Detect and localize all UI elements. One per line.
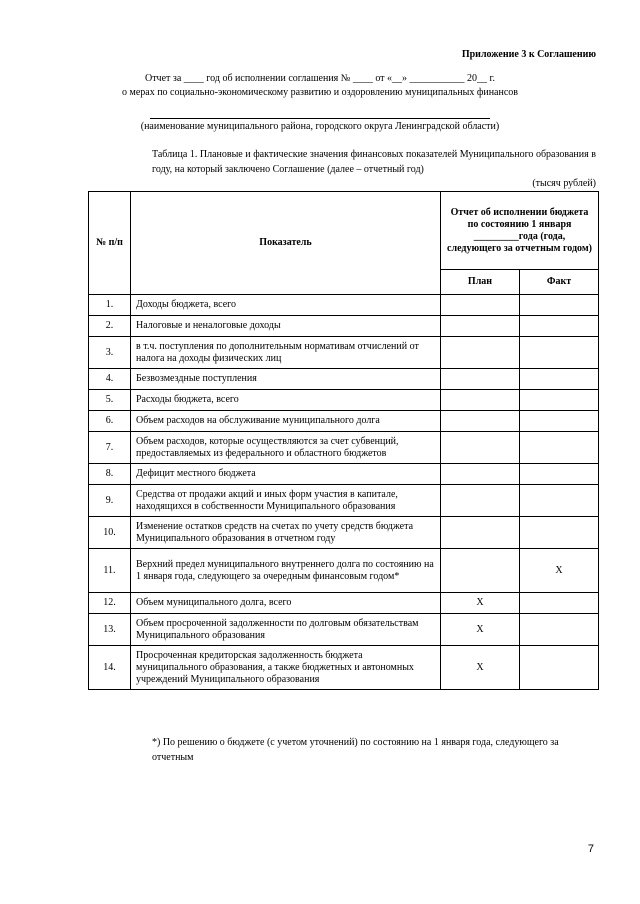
table-row (89, 337, 599, 369)
row-fact-value (520, 369, 599, 390)
row-number: 12. (89, 593, 131, 614)
row-plan-value (441, 517, 520, 549)
row-number: 10. (89, 517, 131, 549)
row-fact-value (520, 517, 599, 549)
row-number: 4. (89, 369, 131, 390)
row-number: 11. (89, 549, 131, 593)
row-fact-value (520, 295, 599, 316)
underline-blank (150, 118, 490, 119)
column-header-plan: План (441, 270, 520, 295)
municipality-caption: (наименование муниципального района, городского округа Ленинградской области) (140, 121, 500, 132)
appendix-label: Приложение 3 к Соглашению (461, 49, 596, 60)
row-plan-value: Х (441, 593, 520, 614)
row-plan-value (441, 464, 520, 485)
row-indicator: Дефицит местного бюджета (131, 464, 441, 485)
table-caption: Таблица 1. Плановые и фактические значения финансовых показателей Муниципального образования в году, на который заключено Соглашение (далее – отчетный год) (152, 149, 596, 175)
row-fact-value (520, 614, 599, 646)
column-header-report: Отчет об исполнении бюджета по состоянию 1 января _________года (года, следующего за отчетным годом) (441, 192, 599, 270)
row-indicator: Просроченная кредиторская задолженность бюджета муниципального образования, а также бюджетных и автономных учреждений Муниципального образования (131, 646, 441, 690)
row-plan-value: Х (441, 614, 520, 646)
row-number: 14. (89, 646, 131, 690)
column-header-num: № п/п (89, 192, 131, 295)
table-row (89, 411, 599, 432)
page-number: 7 (587, 843, 594, 855)
row-plan-value (441, 295, 520, 316)
row-fact-value (520, 390, 599, 411)
table-row (89, 593, 599, 614)
row-plan-value (441, 390, 520, 411)
row-number: 9. (89, 485, 131, 517)
row-number: 6. (89, 411, 131, 432)
table-row (89, 646, 599, 690)
footnote: *) По решению о бюджете (с учетом уточнений) по состоянию на 1 января года, следующего за отчетным (152, 737, 559, 763)
table-body (89, 295, 599, 690)
row-indicator: Объем муниципального долга, всего (131, 593, 441, 614)
row-plan-value (441, 369, 520, 390)
row-indicator: Объем расходов, которые осуществляются за счет субвенций, предоставляемых из федерального и областного бюджетов (131, 432, 441, 464)
table-row (89, 464, 599, 485)
table-row (89, 549, 599, 593)
row-indicator: Налоговые и неналоговые доходы (131, 316, 441, 337)
row-fact-value (520, 593, 599, 614)
row-plan-value (441, 432, 520, 464)
table-row (89, 390, 599, 411)
table-row (89, 316, 599, 337)
row-indicator: Верхний предел муниципального внутреннего долга по состоянию на 1 января года, следующего за очередным финансовым годом* (131, 549, 441, 593)
table-row (89, 432, 599, 464)
row-fact-value: Х (520, 549, 599, 593)
row-number: 7. (89, 432, 131, 464)
row-indicator: Объем расходов на обслуживание муниципального долга (131, 411, 441, 432)
row-indicator: Безвозмездные поступления (131, 369, 441, 390)
table-row (89, 517, 599, 549)
column-header-indicator: Показатель (131, 192, 441, 295)
table-row (89, 614, 599, 646)
row-indicator: Объем просроченной задолженности по долговым обязательствам Муниципального образования (131, 614, 441, 646)
row-plan-value (441, 485, 520, 517)
row-fact-value (520, 337, 599, 369)
row-fact-value (520, 464, 599, 485)
row-fact-value (520, 432, 599, 464)
row-fact-value (520, 316, 599, 337)
row-fact-value (520, 411, 599, 432)
row-number: 8. (89, 464, 131, 485)
row-number: 5. (89, 390, 131, 411)
row-number: 3. (89, 337, 131, 369)
table-row (89, 369, 599, 390)
table-row (89, 295, 599, 316)
column-header-fact: Факт (520, 270, 599, 295)
table-row (89, 485, 599, 517)
row-number: 13. (89, 614, 131, 646)
row-fact-value (520, 485, 599, 517)
row-indicator: Изменение остатков средств на счетах по учету средств бюджета Муниципального образования в отчетном году (131, 517, 441, 549)
row-plan-value (441, 316, 520, 337)
row-indicator: в т.ч. поступления по дополнительным нормативам отчислений от налога на доходы физических лиц (131, 337, 441, 369)
report-title-line-2: о мерах по социально-экономическому развитию и оздоровлению муниципальных финансов (121, 87, 518, 98)
row-indicator: Средства от продажи акций и иных форм участия в капитале, находящихся в собственности Муниципального образования (131, 485, 441, 517)
row-fact-value (520, 646, 599, 690)
row-number: 1. (89, 295, 131, 316)
report-title-line-1: Отчет за ____ год об исполнении соглашения № ____ от «__» ___________ 20__ г. (144, 73, 496, 84)
row-indicator: Расходы бюджета, всего (131, 390, 441, 411)
row-plan-value (441, 549, 520, 593)
units-label: (тысяч рублей) (532, 178, 596, 189)
indicators-table (88, 191, 599, 690)
row-plan-value: Х (441, 646, 520, 690)
row-number: 2. (89, 316, 131, 337)
row-plan-value (441, 411, 520, 432)
row-plan-value (441, 337, 520, 369)
row-indicator: Доходы бюджета, всего (131, 295, 441, 316)
